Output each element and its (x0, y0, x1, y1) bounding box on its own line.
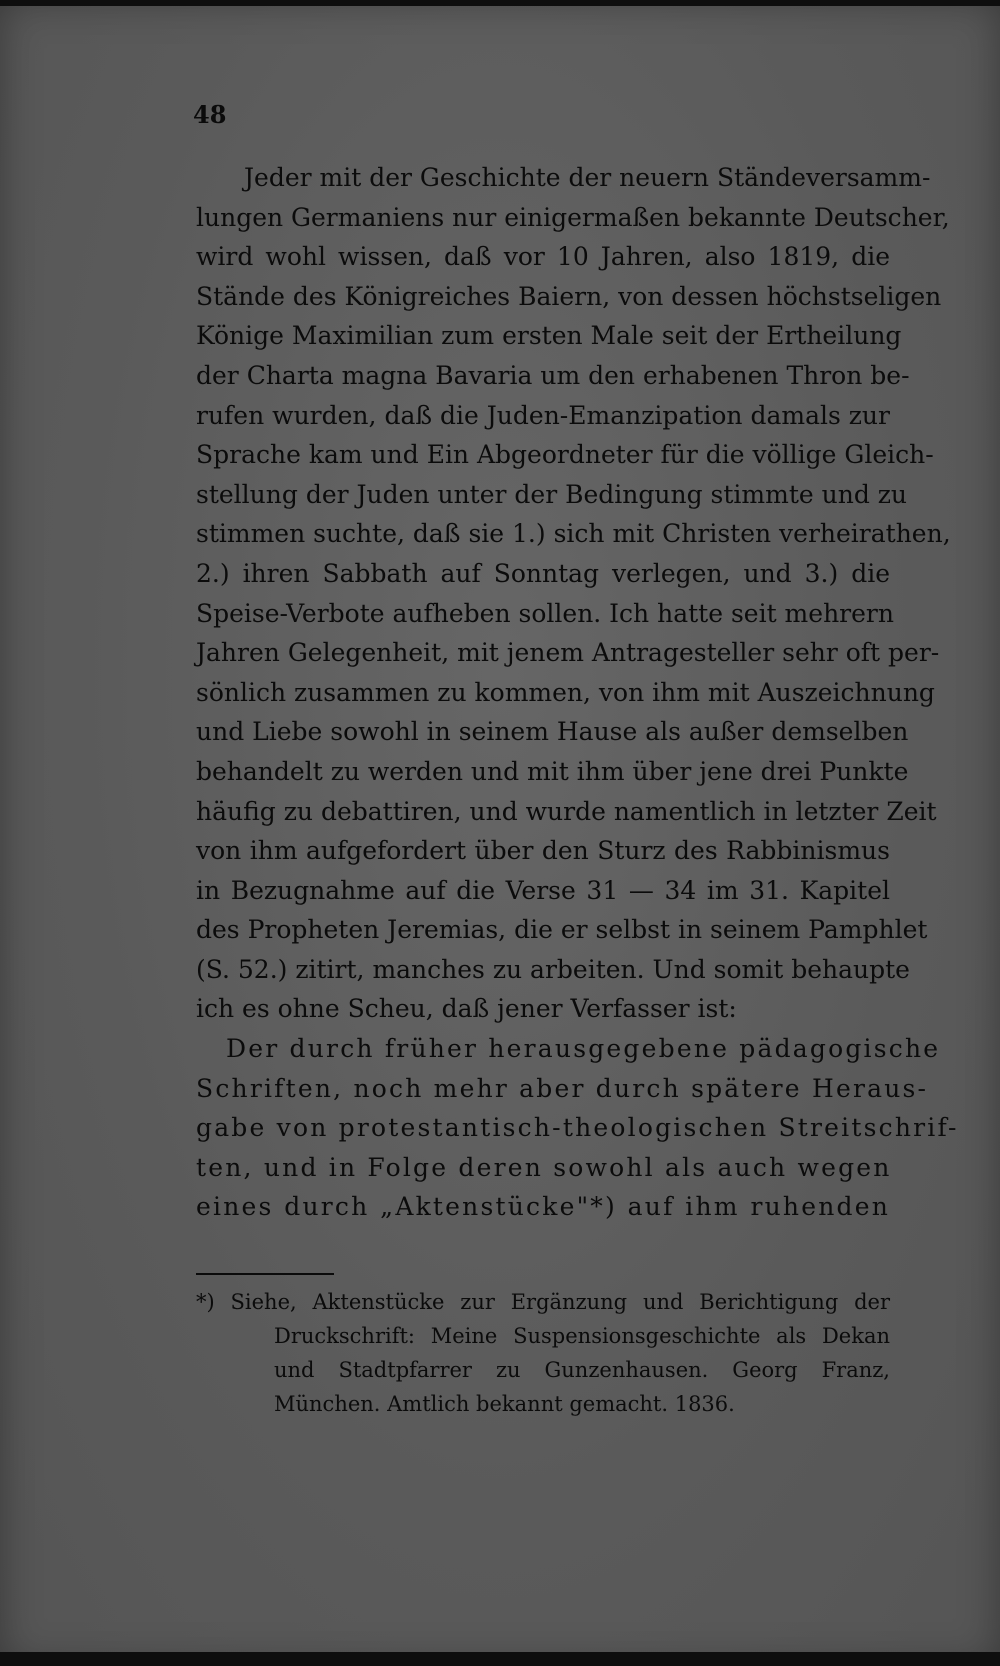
page-top-edge (0, 0, 1000, 6)
text-line: Jahren Gelegenheit, mit jenem Antragesteller sehr oft per- (196, 638, 940, 668)
text-line: rufen wurden, daß die Juden-Emanzipation damals zur (196, 400, 890, 430)
page-number: 48 (193, 100, 227, 129)
text-line: der Charta magna Bavaria um den erhabenen Thron be- (196, 360, 910, 390)
text-line: Speise-Verbote aufheben sollen. Ich hatte seit mehrern (196, 598, 894, 628)
text-line: Sprache kam und Ein Abgeordneter für die völlige Gleich- (196, 440, 934, 470)
footnote-line: *) Siehe, Aktenstücke zur Ergänzung und Berichtigung der (196, 1290, 890, 1314)
text-line: Stände des Königreiches Baiern, von dessen höchstseligen (196, 281, 942, 311)
text-line: stellung der Juden unter der Bedingung stimmte und zu (196, 479, 908, 509)
main-text-block (196, 158, 959, 1227)
footnote-divider (196, 1273, 334, 1275)
text-line: häufig zu debattiren, und wurde namentlich in letzter Zeit (196, 796, 937, 826)
text-line: Jeder mit der Geschichte der neuern Ständeversamm- (244, 163, 931, 192)
text-line: und Liebe sowohl in seinem Hause als außer demselben (196, 717, 909, 747)
spaced-text-line: Der durch früher herausgegebene pädagogische (226, 1034, 941, 1064)
spaced-text-line: ten, und in Folge deren sowohl als auch wegen (196, 1152, 892, 1182)
footnote-line: München. Amtlich bekannt gemacht. 1836. (274, 1392, 735, 1416)
spaced-text-line: Schriften, noch mehr aber durch spätere Heraus- (196, 1073, 929, 1103)
text-line: des Propheten Jeremias, die er selbst in seinem Pamphlet (196, 915, 928, 945)
text-line: Könige Maximilian zum ersten Male seit der Ertheilung (196, 321, 902, 351)
footnote-block (196, 1285, 890, 1421)
text-line: in Bezugnahme auf die Verse 31 — 34 im 31. Kapitel (196, 875, 890, 905)
text-line: (S. 52.) zitirt, manches zu arbeiten. Und somit behaupte (196, 954, 910, 984)
text-line: stimmen suchte, daß sie 1.) sich mit Christen verheirathen, (196, 519, 951, 549)
spaced-text-line: gabe von protestantisch-theologischen Streitschrif- (196, 1113, 959, 1143)
spaced-text-line: eines durch „Aktenstücke"*) auf ihm ruhenden (196, 1192, 890, 1222)
text-line: von ihm aufgefordert über den Sturz des Rabbinismus (196, 836, 890, 866)
text-line: lungen Germaniens nur einigermaßen bekannte Deutscher, (196, 202, 950, 232)
text-line: sönlich zusammen zu kommen, von ihm mit Auszeichnung (196, 677, 935, 707)
page-bottom-edge (0, 1652, 1000, 1666)
text-line: ich es ohne Scheu, daß jener Verfasser ist: (196, 994, 737, 1024)
text-line: 2.) ihren Sabbath auf Sonntag verlegen, und 3.) die (196, 558, 890, 588)
text-line: behandelt zu werden und mit ihm über jene drei Punkte (196, 756, 909, 786)
footnote-line: und Stadtpfarrer zu Gunzenhausen. Georg Franz, (274, 1358, 890, 1382)
footnote-line: Druckschrift: Meine Suspensionsgeschichte als Dekan (274, 1324, 890, 1348)
text-line: wird wohl wissen, daß vor 10 Jahren, also 1819, die (196, 242, 890, 272)
